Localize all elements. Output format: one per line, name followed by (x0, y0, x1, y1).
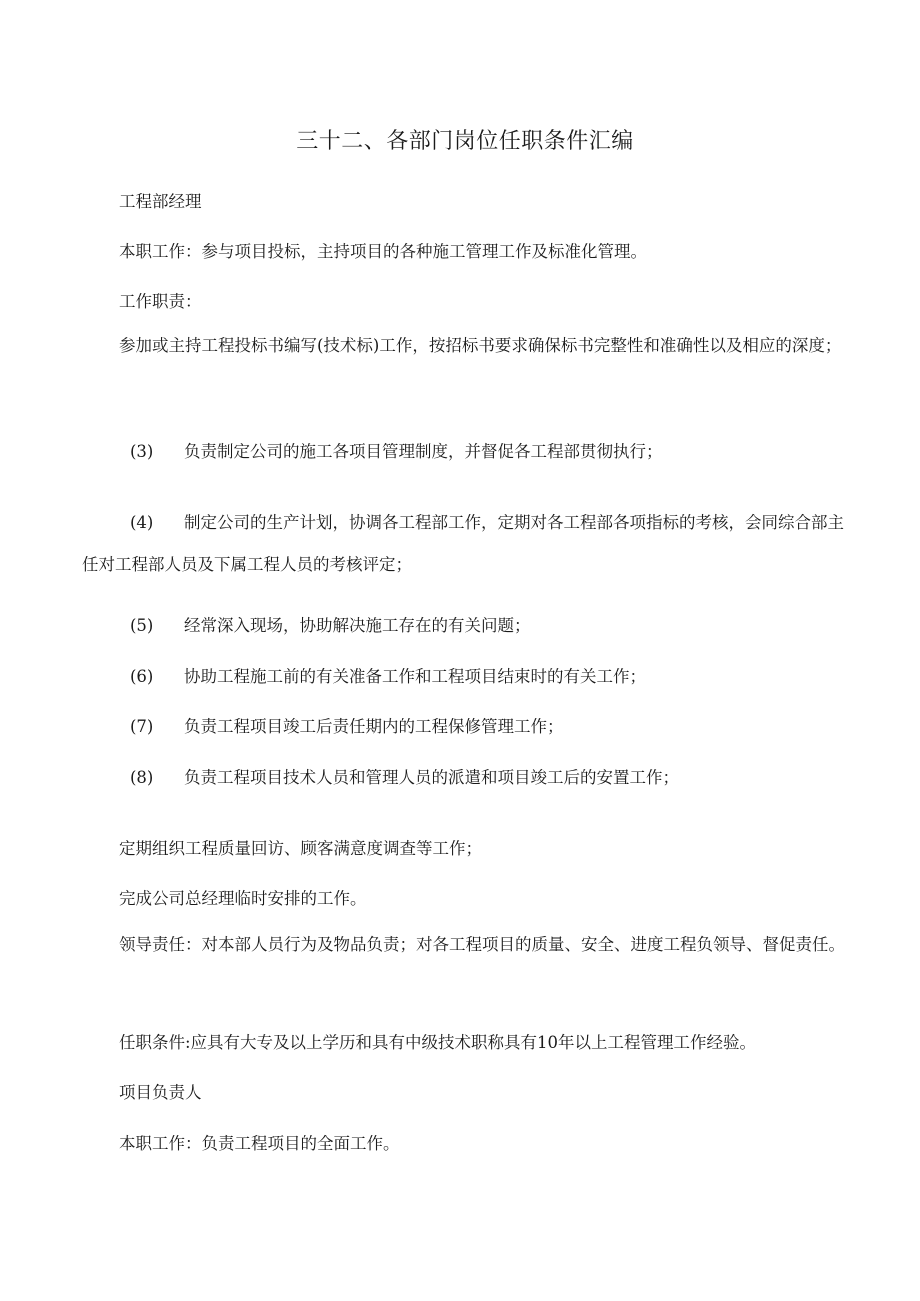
pm-heading: 项目负责人 (119, 1083, 202, 1102)
manager-duty: 本职工作：参与项目投标，主持项目的各种施工管理工作及标准化管理。 (119, 242, 647, 261)
responsibility-item: 定期组织工程质量回访、顾客满意度调查等工作； (119, 839, 482, 858)
list-item (130, 766, 679, 790)
qualification-paragraph: 任职条件:应具有大专及以上学历和具有中级技术职称具有10年以上工程管理工作经验。 (119, 1033, 757, 1052)
list-item (130, 440, 663, 464)
list-item-number: (4) (130, 513, 154, 532)
manager-heading: 工程部经理 (119, 192, 202, 211)
leadership-paragraph: 领导责任：对本部人员行为及物品负责；对各工程项目的质量、安全、进度工程负领导、督促责任。 (119, 935, 845, 954)
list-item-text: 经常深入现场，协助解决施工存在的有关问题； (184, 616, 531, 635)
responsibility-item: 完成公司总经理临时安排的工作。 (119, 889, 367, 908)
list-item (130, 614, 531, 638)
list-item (130, 665, 646, 689)
list-item (130, 715, 564, 739)
list-item-number: (8) (130, 768, 154, 787)
responsibility-paragraph: 参加或主持工程投标书编写(技术标)工作，按招标书要求确保标书完整性和准确性以及相应的深度； (119, 336, 842, 355)
list-item-text: 负责制定公司的施工各项目管理制度，并督促各工程部贯彻执行； (184, 442, 663, 461)
list-item-number: (6) (130, 667, 154, 686)
list-item-text: 负责工程项目技术人员和管理人员的派遣和项目竣工后的安置工作； (184, 768, 679, 787)
list-item-text: 负责工程项目竣工后责任期内的工程保修管理工作； (184, 717, 564, 736)
list-item-text: 协助工程施工前的有关准备工作和工程项目结束时的有关工作； (184, 667, 646, 686)
list-item (82, 502, 852, 586)
list-item-number: (3) (130, 442, 154, 461)
list-item-number: (7) (130, 717, 154, 736)
pm-duty: 本职工作：负责工程项目的全面工作。 (119, 1134, 400, 1153)
page-title: 三十二、各部门岗位任职条件汇编 (296, 129, 634, 154)
list-item-number: (5) (130, 616, 154, 635)
responsibilities-heading: 工作职责： (119, 292, 202, 311)
list-item-text: 制定公司的生产计划，协调各工程部工作，定期对各工程部各项指标的考核，会同综合部主任对工程部人员及下属工程人员的考核评定； (82, 513, 844, 574)
